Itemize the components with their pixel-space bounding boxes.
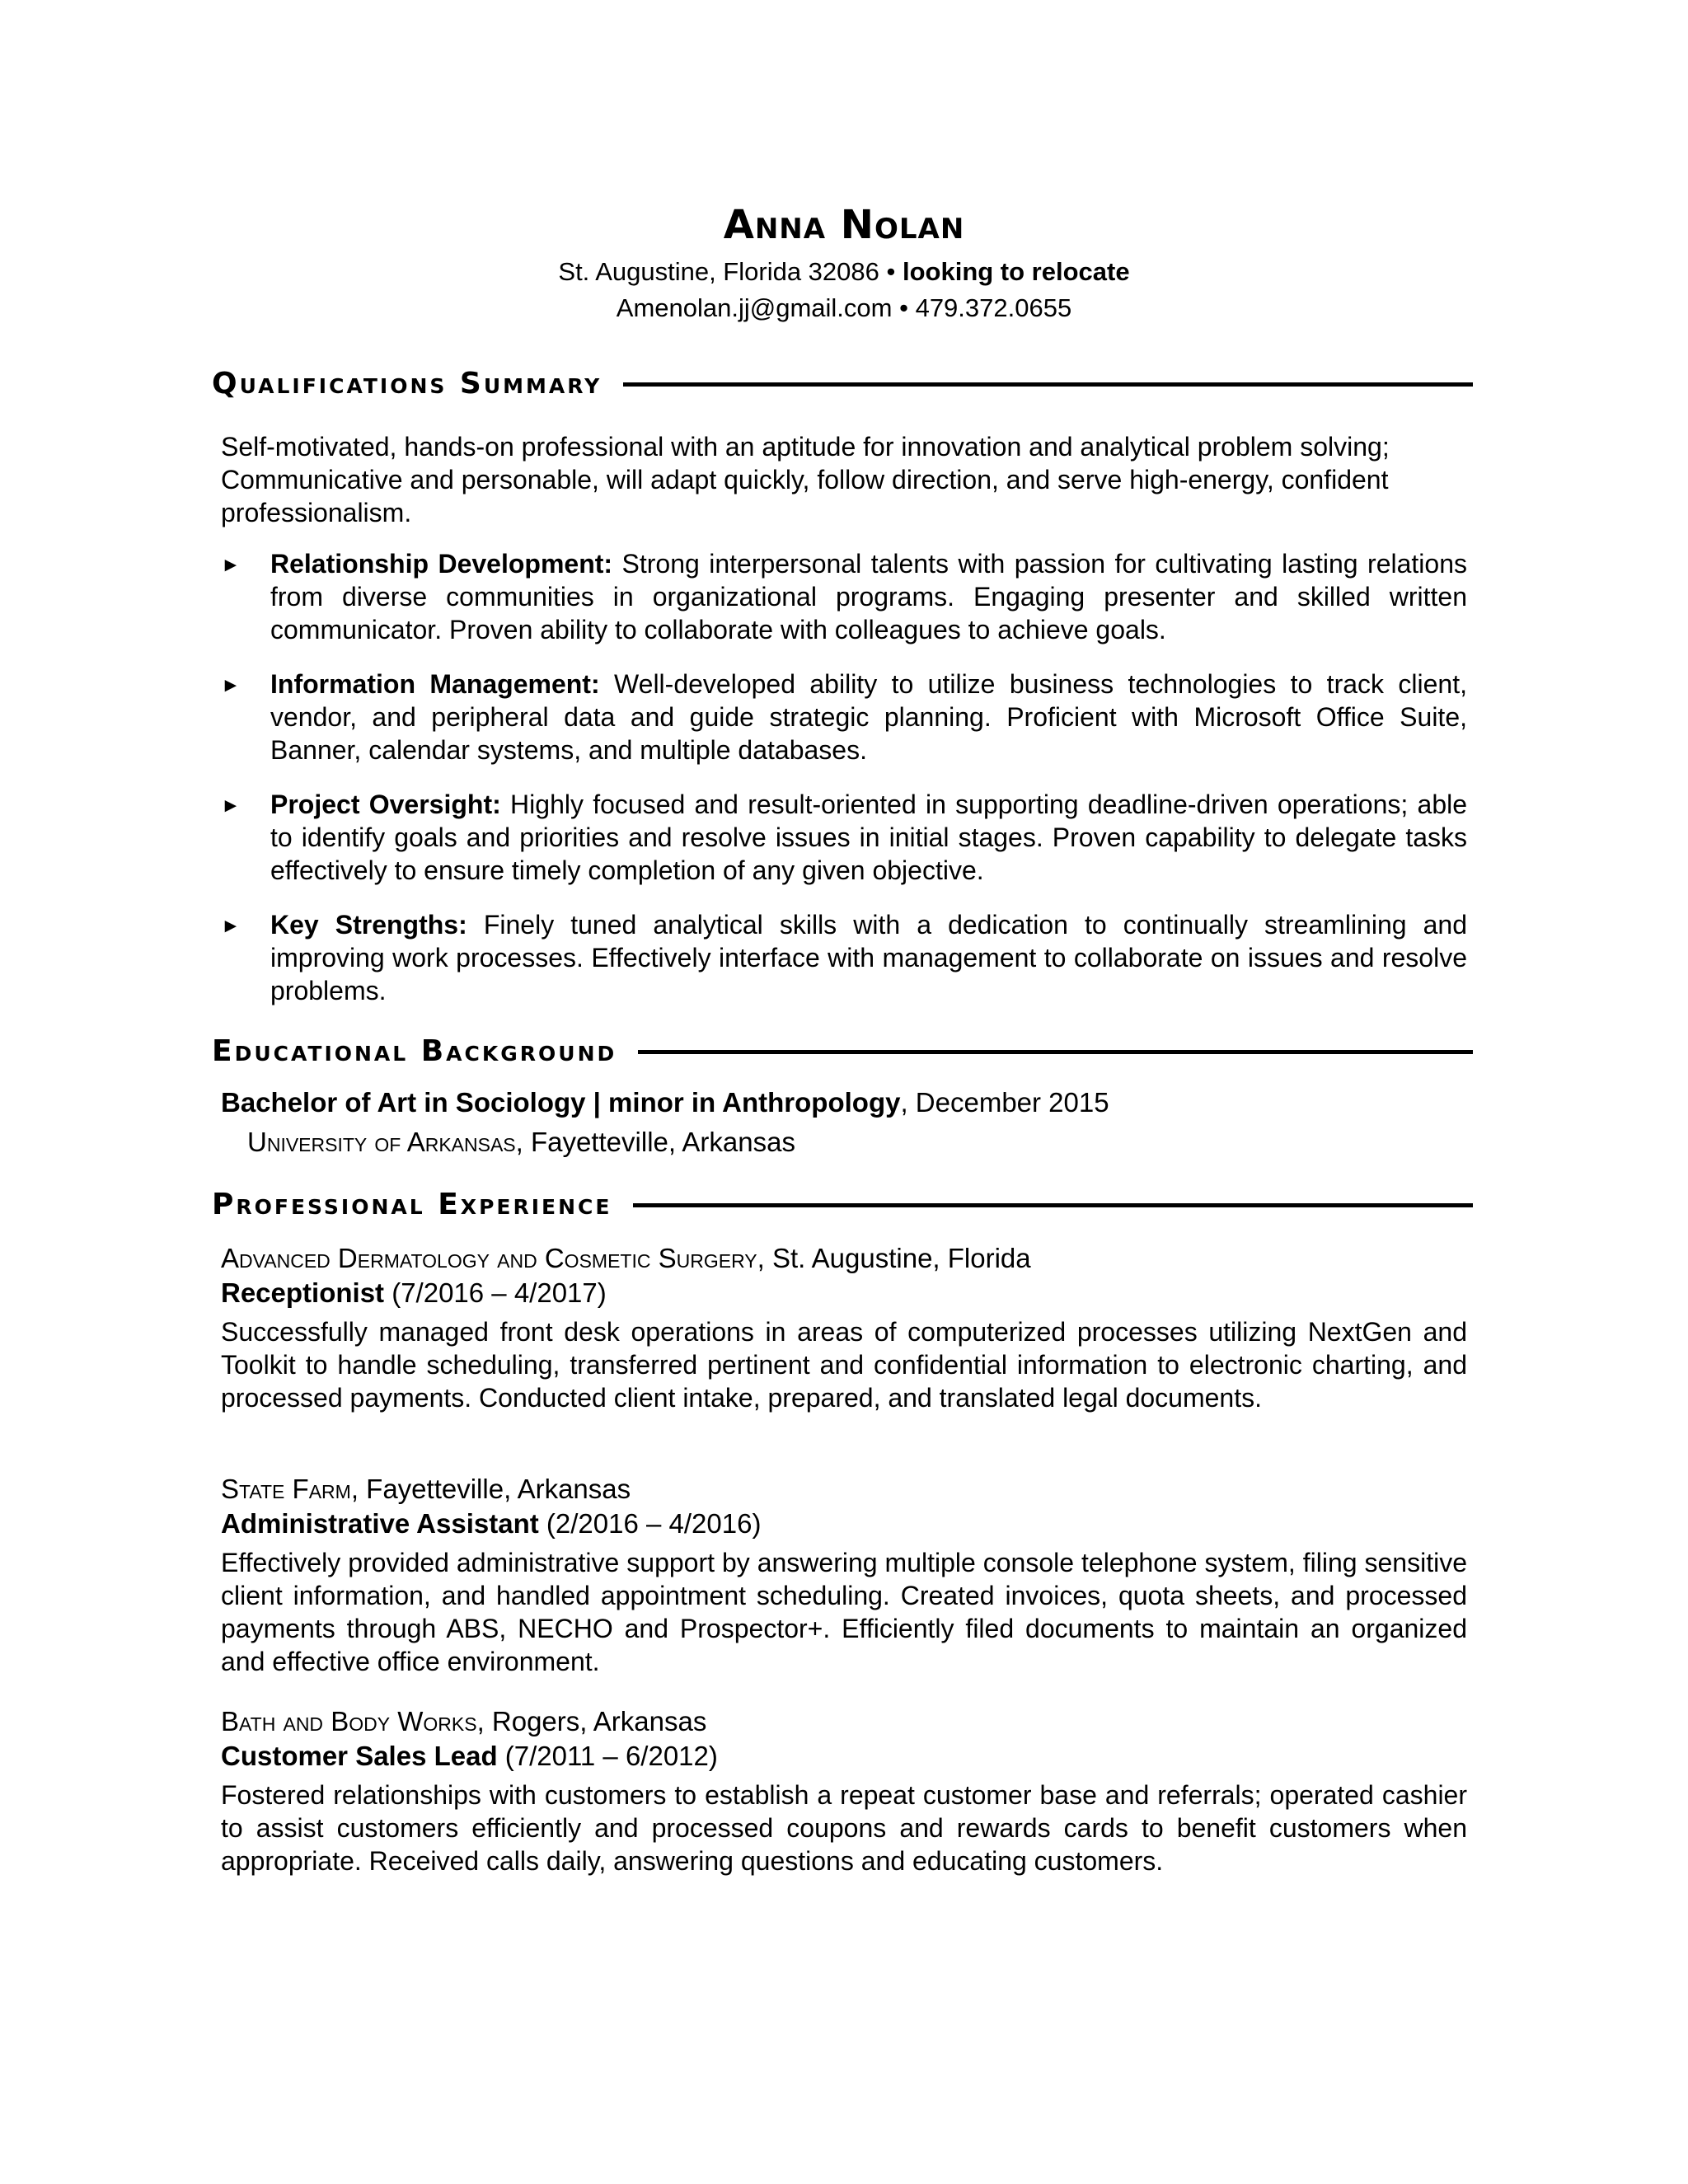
employer-name: Bath and Body Works — [221, 1706, 477, 1736]
role-title: Administrative Assistant — [221, 1508, 539, 1539]
school-line — [247, 1124, 795, 1160]
job-role — [221, 1739, 718, 1774]
experience-heading — [212, 1183, 1473, 1225]
section-title: Qualifications Summary — [212, 366, 603, 401]
role-dates: (7/2016 – 4/2017) — [384, 1277, 607, 1308]
bullet-body: Well-developed ability to utilize business technologies to track client, vendor, and peripheral data and guide strategic planning. Proficient with Microsoft Office Suite, Banner, calendar systems, and multiple databases. — [270, 669, 1468, 765]
job-employer — [221, 1704, 706, 1739]
relocate-note: looking to relocate — [902, 257, 1130, 286]
contact-line — [0, 290, 1688, 326]
bullet-label: Information Management: — [270, 669, 600, 699]
candidate-name: Anna Nolan — [723, 202, 965, 248]
separator: • — [886, 257, 896, 286]
right-pointer-icon: ► — [221, 554, 241, 576]
school-name: University of Arkansas — [247, 1127, 516, 1157]
section-title: Professional Experience — [212, 1187, 612, 1221]
bullet-body: Highly focused and result-oriented in supporting deadline-driven operations; able to identify goals and priorities and resolve issues in initial stages. Proven capability to delegate tasks effectively to ensure timely completion of any given objective. — [270, 790, 1468, 885]
summary-intro: Self-motivated, hands-on professional with an aptitude for innovation and analytical problem solving; Communicative and personable, will adapt quickly, follow direction, and serve high-energy, confident professionalism. — [221, 432, 1390, 527]
job-employer — [221, 1241, 1031, 1276]
job-employer — [221, 1472, 631, 1507]
employer-location: , Fayetteville, Arkansas — [350, 1474, 631, 1504]
phone: 479.372.0655 — [915, 293, 1072, 322]
job-description: Effectively provided administrative support by answering multiple console telephone system, filing sensitive client information, and handled appointment scheduling. Created invoices, quota sheets, and processed payments through ABS, NECHO and Prospector+. Efficiently filed documents to maintain an organized and effective office environment. — [221, 1548, 1467, 1676]
job-role — [221, 1507, 761, 1541]
email: Amenolan.jj@gmail.com — [616, 293, 893, 322]
bullet-label: Relationship Development: — [270, 549, 613, 579]
bullet-label: Project Oversight: — [270, 790, 501, 819]
education-heading — [212, 1030, 1473, 1071]
bullet-text — [270, 668, 1467, 766]
section-title: Educational Background — [212, 1033, 617, 1068]
bullet-body: Strong interpersonal talents with passion for cultivating lasting relations from diverse communities in organizational programs. Engaging presenter and skilled written communicator. Proven ability to collaborate with colleagues to achieve goals. — [270, 549, 1467, 644]
section-divider — [623, 382, 1473, 387]
degree: Bachelor of Art in Sociology | minor in Anthropology — [221, 1087, 901, 1118]
employer-location: , St. Augustine, Florida — [757, 1243, 1031, 1273]
location: St. Augustine, Florida 32086 — [558, 257, 879, 286]
degree-line — [221, 1085, 1109, 1121]
degree-date: , December 2015 — [900, 1087, 1109, 1118]
job-role — [221, 1276, 607, 1310]
bullet-body: Finely tuned analytical skills with a dedication to continually streamlining and improving work processes. Effectively interface with management to collaborate on issues and resolve problems. — [270, 910, 1468, 1005]
school-location: , Fayetteville, Arkansas — [515, 1127, 795, 1157]
bullet-text — [270, 908, 1467, 1007]
resume-header — [0, 196, 1688, 326]
location-line — [0, 254, 1688, 290]
bullet-label: Key Strengths: — [270, 910, 467, 940]
employer-name: Advanced Dermatology and Cosmetic Surgery — [221, 1243, 757, 1273]
role-title: Customer Sales Lead — [221, 1741, 498, 1771]
separator: • — [899, 293, 908, 322]
role-title: Receptionist — [221, 1277, 385, 1308]
section-divider — [633, 1203, 1473, 1207]
job-description: Fostered relationships with customers to establish a repeat customer base and referrals; operated cashier to assist customers efficiently and processed coupons and rewards cards to benefit customers when appropriate. Received calls daily, answering questions and educating customers. — [221, 1780, 1467, 1876]
job-description: Successfully managed front desk operations in areas of computerized processes utilizing NextGen and Toolkit to handle scheduling, transferred pertinent and confidential information to electronic charting, and processed payments. Conducted client intake, prepared, and translated legal documents. — [221, 1317, 1467, 1413]
right-pointer-icon: ► — [221, 915, 241, 937]
qualifications-heading — [212, 363, 1473, 404]
employer-name: State Farm — [221, 1474, 351, 1504]
right-pointer-icon: ► — [221, 794, 241, 817]
bullet-text — [270, 788, 1467, 887]
bullet-text — [270, 547, 1467, 646]
right-pointer-icon: ► — [221, 674, 241, 696]
role-dates: (7/2011 – 6/2012) — [497, 1741, 718, 1771]
role-dates: (2/2016 – 4/2016) — [538, 1508, 762, 1539]
employer-location: , Rogers, Arkansas — [476, 1706, 707, 1736]
section-divider — [638, 1050, 1473, 1054]
